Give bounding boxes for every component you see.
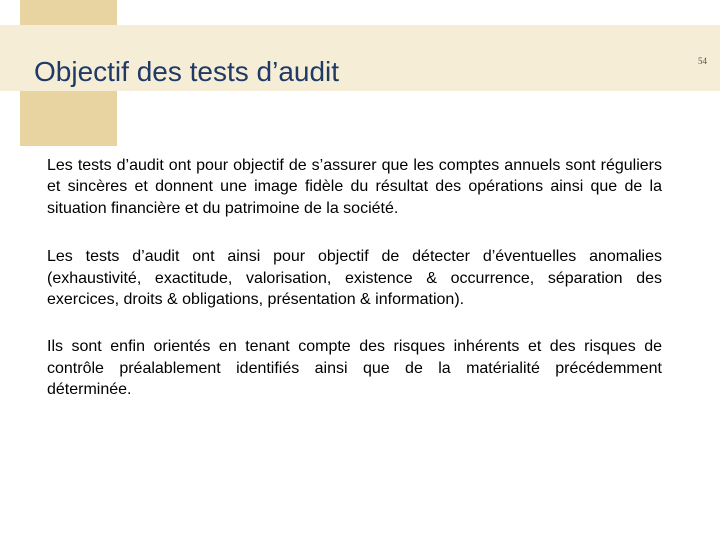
paragraph-risks: Ils sont enfin orientés en tenant compte des risques inhérents et des risques de contrôle préalablement identifiés ainsi que de la matérialité précédemment déterminée. [47,338,662,399]
page-number: 54 [698,56,707,66]
slide-title: Objectif des tests d’audit [34,56,340,87]
slide-body [47,155,662,428]
paragraph-objective: Les tests d’audit ont pour objectif de s’assurer que les comptes annuels sont réguliers et sincères et donnent une image fidèle du résultat des opérations ainsi que de la situation financière et du patrimoine de la société. [47,157,662,217]
paragraph-anomalies: Les tests d’audit ont ainsi pour objectif de détecter d’éventuelles anomalies (exhaustivité, exactitude, valorisation, existence & occurrence, séparation des exercices, droits & obligations, présentation & information). [47,248,662,309]
